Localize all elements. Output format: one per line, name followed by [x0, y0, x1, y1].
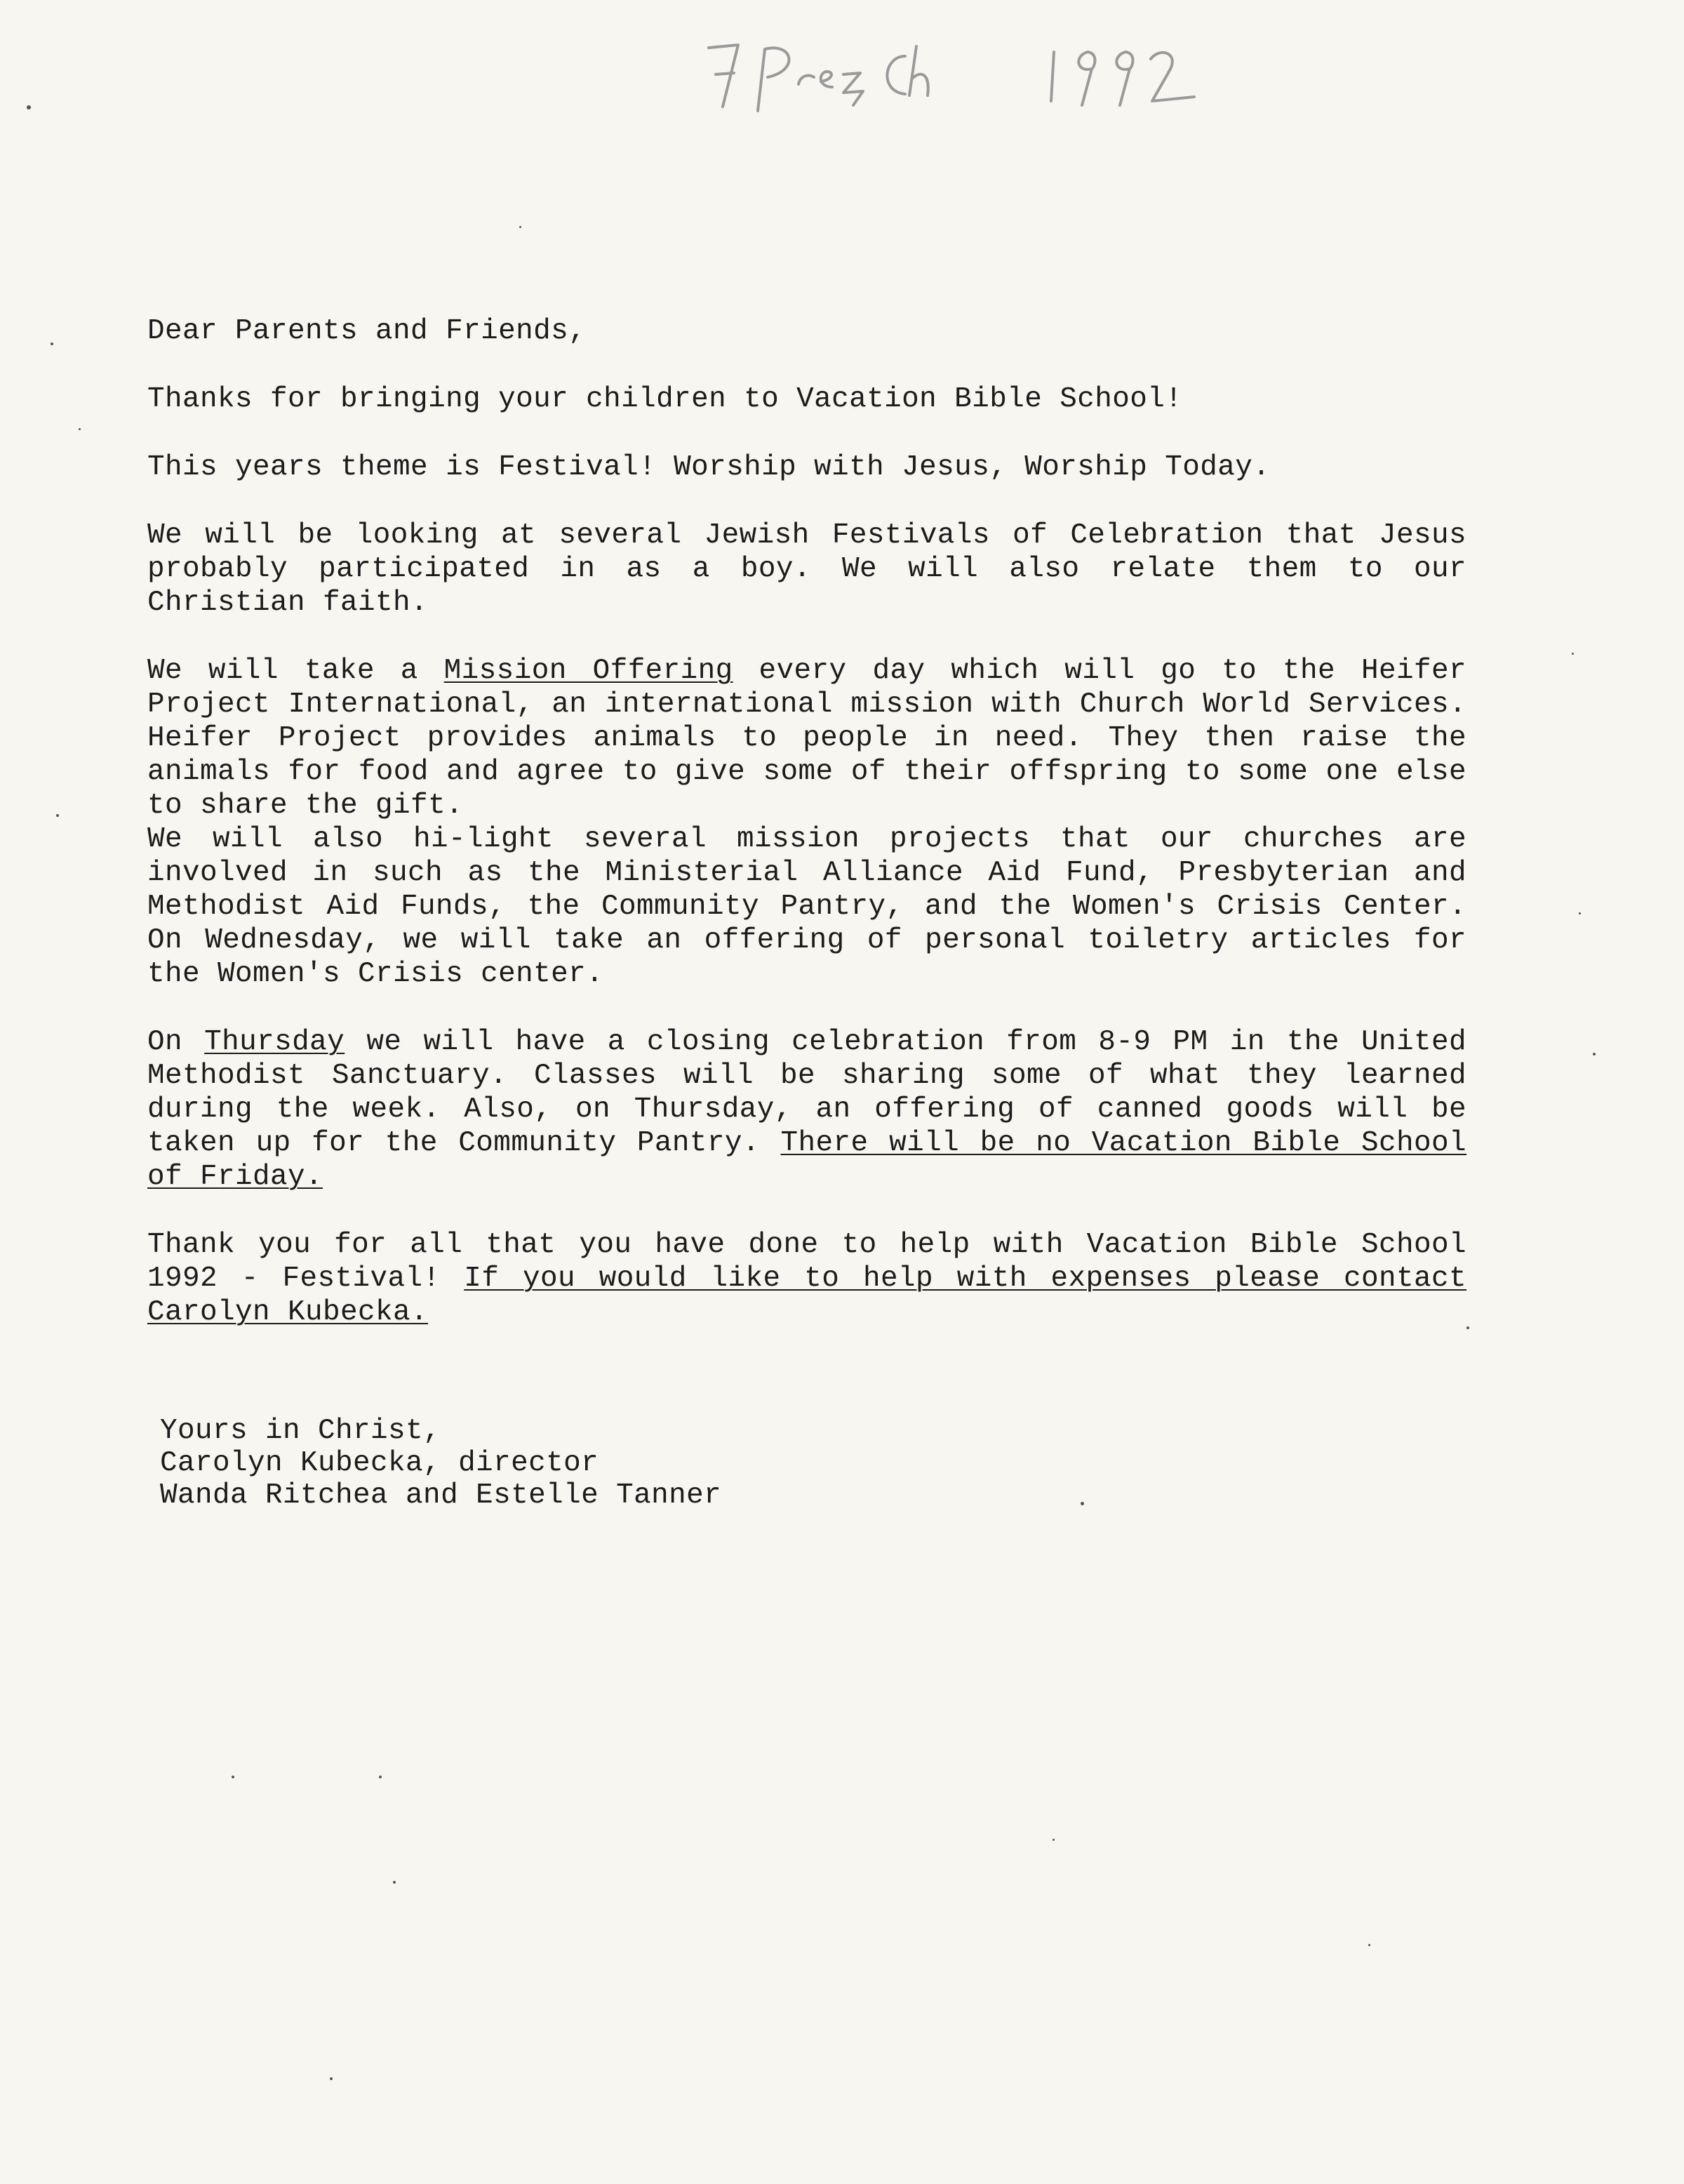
scan-speck — [1466, 1326, 1469, 1329]
mission-offering-underlined: Mission Offering — [443, 655, 733, 687]
mission-offering-text-start: We will take a — [147, 655, 444, 687]
mission-offering-text-end: every day which will go to the Heifer Project International, an international mission with Church World Services. Heifer Project provides animals to people in need. They then raise the animals for food and agree to give some of their offspring to some one else to share the gift. — [147, 655, 1466, 822]
salutation: Dear Parents and Friends, — [147, 315, 587, 347]
celebration-text-start: On — [147, 1026, 205, 1058]
paragraph-thanks: Thanks for bringing your children to Vacation Bible School! — [147, 383, 1183, 415]
scan-speck — [56, 814, 59, 817]
paragraph-thank-you — [147, 1228, 1466, 1329]
signature-block — [160, 1415, 721, 1512]
scan-speck — [232, 1776, 234, 1778]
scan-speck — [1579, 912, 1581, 914]
paragraph-theme: This years theme is Festival! Worship with Jesus, Worship Today. — [147, 451, 1271, 484]
helpers-line: Wanda Ritchea and Estelle Tanner — [160, 1479, 722, 1512]
scan-speck — [519, 226, 521, 228]
scan-speck — [330, 2077, 333, 2080]
paragraph-mission-offering — [147, 654, 1466, 823]
letter-body — [147, 314, 1466, 1364]
director-line: Carolyn Kubecka, director — [160, 1447, 599, 1479]
scan-speck — [1593, 1053, 1596, 1056]
scan-speck — [1368, 1944, 1370, 1946]
scan-speck — [379, 1776, 382, 1778]
expenses-contact-underlined: If you would like to help with expenses please contact Carolyn Kubecka. — [147, 1263, 1466, 1329]
paragraph-festivals: We will be looking at several Jewish Festivals of Celebration that Jesus probably participated in as a boy. We will also relate them to our Christian faith. — [147, 519, 1466, 619]
thursday-underlined: Thursday — [204, 1026, 345, 1058]
closing-line: Yours in Christ, — [160, 1415, 441, 1447]
no-school-friday-underlined: There will be no Vacation Bible School of Friday. — [147, 1127, 1467, 1193]
celebration-text-middle: we will have a closing celebration from 8-9 PM in the United Methodist Sanctuary. Classes will be sharing some of what they learned during the week. Also, on Thursday, an offering of canned goods will be taken up for the Community Pantry. — [147, 1026, 1467, 1159]
scan-speck — [27, 105, 31, 109]
handwritten-annotation-drawing — [695, 28, 1228, 133]
scan-speck — [1572, 653, 1574, 655]
scan-speck — [1052, 1839, 1055, 1841]
paragraph-closing-celebration — [147, 1025, 1466, 1194]
handwritten-annotation — [695, 28, 1228, 133]
scan-speck — [393, 1881, 396, 1884]
scan-speck — [1081, 1502, 1084, 1505]
scan-speck — [79, 428, 81, 430]
scan-speck — [51, 342, 53, 345]
paragraph-mission-projects: We will also hi-light several mission projects that our churches are involved in such as the Ministerial Alliance Aid Fund, Presbyterian and Methodist Aid Funds, the Community Pantry, and the Women's Crisis Center. On Wednesday, we will take an offering of personal toiletry articles for the Women's Crisis center. — [147, 823, 1466, 990]
thank-you-text: Thank you for all that you have done to help with Vacation Bible School 1992 - Festival! — [147, 1229, 1466, 1295]
